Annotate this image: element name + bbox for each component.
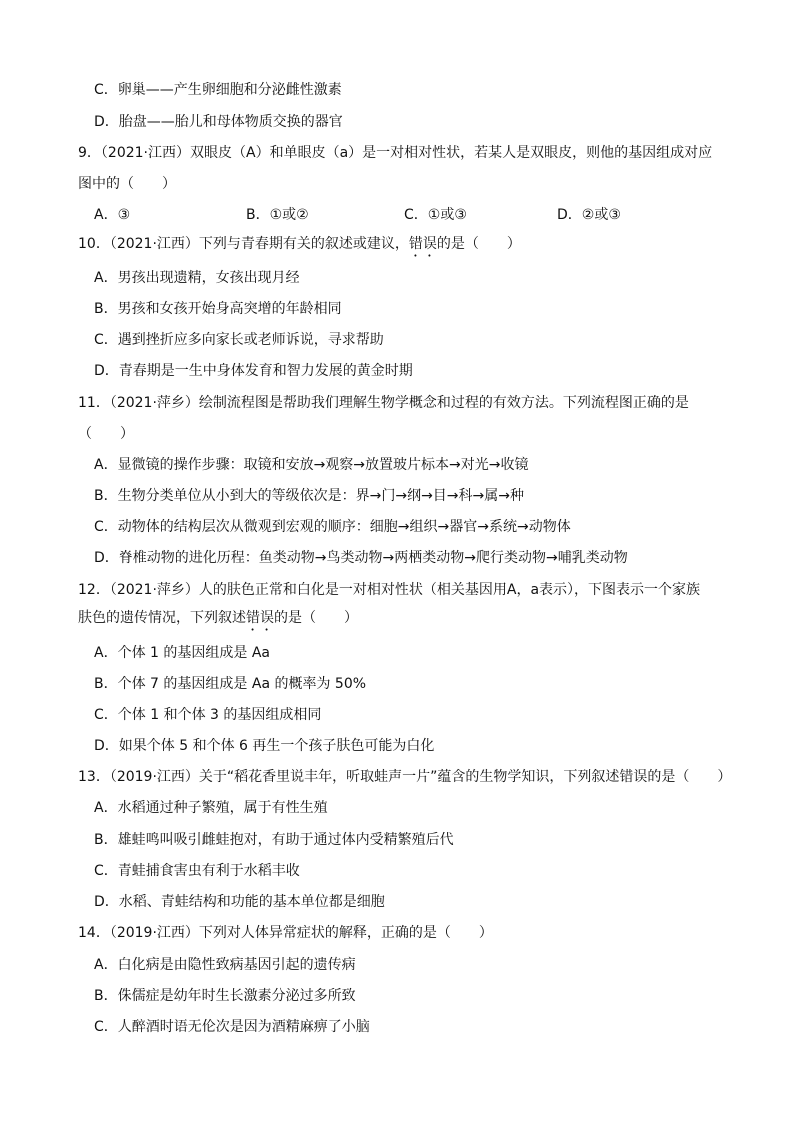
q12-option-d: D．如果个体 5 和个体 6 再生一个孩子肤色可能为白化 <box>94 738 435 754</box>
q12-option-a: A．个体 1 的基因组成是 Aa <box>94 645 270 661</box>
q9-option-d: D．②或③ <box>557 207 621 223</box>
q14-option-a: A．白化病是由隐性致病基因引起的遗传病 <box>94 957 356 973</box>
q13-option-d: D．水稻、青蛙结构和功能的基本单位都是细胞 <box>94 894 385 910</box>
q13-option-c: C．青蛙捕食害虫有利于水稻丰收 <box>94 863 300 879</box>
q13-option-b: B．雄蛙鸣叫吸引雌蛙抱对，有助于通过体内受精繁殖后代 <box>94 832 454 848</box>
q11-option-c: C．动物体的结构层次从微观到宏观的顺序：细胞→组织→器官→系统→动物体 <box>94 519 571 535</box>
q11-stem-line2: （ ） <box>78 426 134 442</box>
q14-stem: 14．（2019·江西）下列对人体异常症状的解释，正确的是（ ） <box>78 925 493 941</box>
q10-stem-emphasis: 错误 <box>408 236 437 252</box>
q13-stem: 13．（2019·江西）关于“稻花香里说丰年，听取蛙声一片”蕴含的生物学知识，下列叙述错误的是（ ） <box>78 769 732 785</box>
q11-option-a: A．显微镜的操作步骤：取镜和安放→观察→放置玻片标本→对光→收镜 <box>94 457 529 473</box>
q12-option-b: B．个体 7 的基因组成是 Aa 的概率为 50% <box>94 676 367 692</box>
q11-stem-line1: 11．（2021·萍乡）绘制流程图是帮助我们理解生物学概念和过程的有效方法。下列流程图正确的是 <box>78 395 689 411</box>
q10-stem <box>78 234 521 260</box>
q10-stem-before: 10．（2021·江西）下列与青春期有关的叙述或建议， <box>78 236 409 252</box>
q12-stem-line1: 12．（2021·萍乡）人的肤色正常和白化是一对相对性状（相关基因用A，a表示），下图表示一个家族 <box>78 582 701 598</box>
q11-option-d: D．脊椎动物的进化历程：鱼类动物→鸟类动物→两栖类动物→爬行类动物→哺乳类动物 <box>94 550 628 566</box>
q14-option-b: B．侏儒症是幼年时生长激素分泌过多所致 <box>94 988 356 1004</box>
q10-option-a: A．男孩出现遗精，女孩出现月经 <box>94 270 300 286</box>
q11-option-b: B．生物分类单位从小到大的等级依次是：界→门→纲→目→科→属→种 <box>94 488 524 504</box>
q12-stem-emphasis: 错误 <box>246 610 274 626</box>
q8-option-d: D．胎盘——胎儿和母体物质交换的器官 <box>94 114 343 130</box>
q10-stem-after: 的是（ ） <box>436 236 521 252</box>
q9-option-a: A．③ <box>94 207 131 223</box>
q9-stem-line1: 9．（2021·江西）双眼皮（A）和单眼皮（a）是一对相对性状，若某人是双眼皮，则他的基因组成对应 <box>78 145 713 161</box>
q9-stem-line2: 图中的（ ） <box>78 176 176 192</box>
q12-stem-before: 肤色的遗传情况，下列叙述 <box>78 610 246 626</box>
q9-option-c: C．①或③ <box>404 207 467 223</box>
q9-options-row <box>94 205 694 225</box>
q12-stem-after: 的是（ ） <box>274 610 358 626</box>
q10-option-d: D．青春期是一生中身体发育和智力发展的黄金时期 <box>94 363 413 379</box>
q13-option-a: A．水稻通过种子繁殖，属于有性生殖 <box>94 800 328 816</box>
q10-option-b: B．男孩和女孩开始身高突增的年龄相同 <box>94 301 342 317</box>
q12-stem-line2 <box>78 608 358 634</box>
q10-option-c: C．遇到挫折应多向家长或老师诉说，寻求帮助 <box>94 332 384 348</box>
q12-option-c: C．个体 1 和个体 3 的基因组成相同 <box>94 707 322 723</box>
q14-option-c: C．人醉酒时语无伦次是因为酒精麻痹了小脑 <box>94 1019 370 1035</box>
q8-option-c: C．卵巢——产生卵细胞和分泌雌性激素 <box>94 82 342 98</box>
q9-option-b: B．①或② <box>246 207 309 223</box>
